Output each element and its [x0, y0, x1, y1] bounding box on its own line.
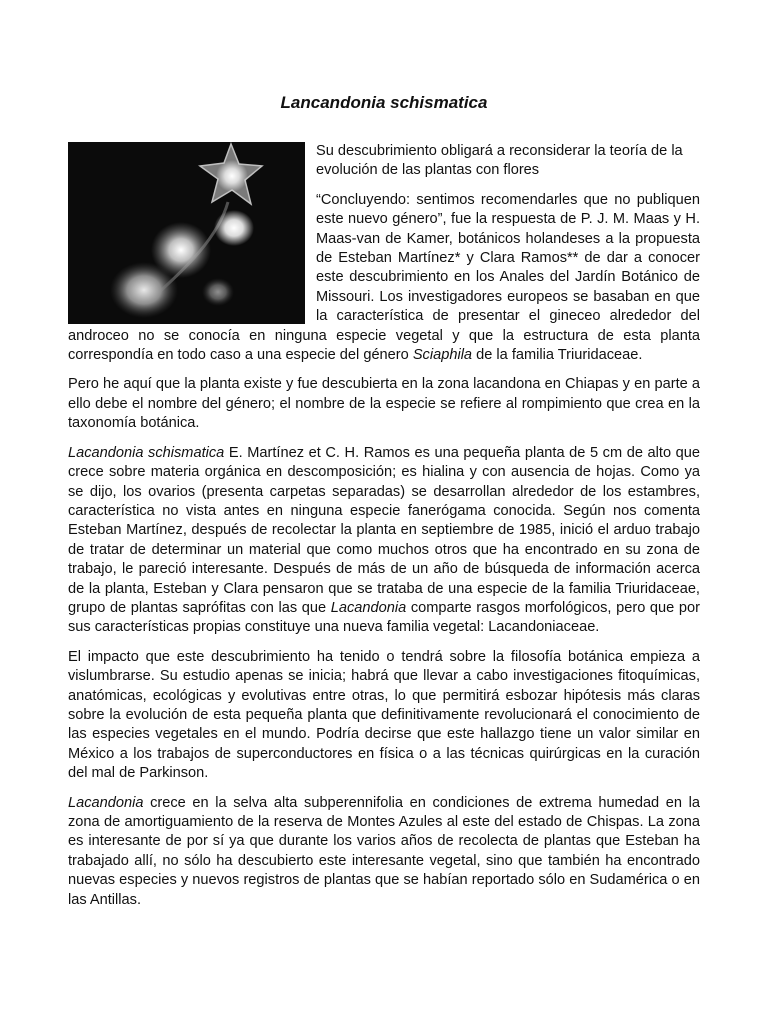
- italic-genus: Lacandonia: [330, 599, 407, 616]
- paragraph-intro: Su descubrimiento obligará a reconsiderar la teoría de la evolución de las plantas con flores: [316, 143, 683, 179]
- paragraph-origin: Pero he aquí que la planta existe y fue descubierta en la zona lacandona en Chiapas y en parte a ello debe el nombre del género; el nombre de la especie se refiere al rompimiento que crea en la taxonomía botánica.: [68, 376, 700, 432]
- plant-flower-photo-icon: [68, 142, 305, 324]
- italic-species: Lacandonia schismatica: [68, 444, 225, 461]
- text-span: “Concluyendo: sentimos recomendarles que no publiquen este nuevo género”, fue la respuesta de P. J. M. Maas y H. Maas-van de Kamer, botánicos holandeses a la propuesta de Esteban Martínez* y Clara Ramos** de dar a conocer este descubrimiento en los Anales del Jardín Botánico de Missouri. Los investigadores europeos se basaban en que la característica de presentar el gineceo alrededor del androceo no se conocía en ninguna especie vegetal y que la estructura de esta planta correspondía en todo caso a una especie del género: [68, 191, 700, 364]
- document-title: Lancandonia schismatica: [280, 93, 488, 112]
- paragraph-impact: El impacto que este descubrimiento ha tenido o tendrá sobre la filosofía botánica empieza a vislumbrarse. Su estudio apenas se inicia; habrá que llevar a cabo investigaciones fitoquímicas, anatómicas, ecológicas y evolutivas entre otras, lo que permitirá esbozar hipótesis más claras sobre la evolución de esta pequeña planta que definitivamente revolucionará el conocimiento de las especies vegetales en el mundo. Podría decirse que este hallazgo tiene un valor similar en México a los trabajos de superconductores en física o a las técnicas quirúrgicas en la curación del mal de Parkinson.: [68, 648, 700, 782]
- text-span: de la familia Triuridaceae.: [472, 347, 643, 364]
- italic-genus: Lacandonia: [68, 794, 144, 811]
- paragraph-description: [68, 444, 700, 638]
- article-body: [68, 142, 700, 920]
- text-span: crece en la selva alta subperennifolia en condiciones de extrema humedad en la zona de amortiguamiento de la reserva de Montes Azules al este del estado de Chispas. La zona es interesante de por sí ya que durante los varios años de recolecta de plantas que Esteban ha trabajado allí, no sólo ha descubierto este interesante vegetal, sino que también ha encontrado nuevas especies y nuevos registros de plantas que se habían reportado sólo en Sudamérica o en las Antillas.: [68, 794, 700, 908]
- paragraph-habitat: [68, 794, 700, 910]
- text-span: comparte rasgos morfológicos, pero que por sus características propias constituye una nueva familia vegetal: Lacandoniaceae.: [68, 599, 700, 636]
- text-span: E. Martínez et C. H. Ramos es una pequeña planta de 5 cm de alto que crece sobre materia orgánica en descomposición; es hialina y con ausencia de hojas. Como ya se dijo, los ovarios (presenta carpetas separadas) se desarrollan alrededor de los estambres, característica no vista antes en ninguna especie fanerógama conocida. Según nos comenta Esteban Martínez, después de recolectar la planta en septiembre de 1985, inició el arduo trabajo de tratar de determinar un material que como muchos otros que ha encontrado en su zona de trabajo, le pareció interesante. Después de más de un año de búsqueda de información acerca de la planta, Esteban y Clara pensaron que se trataba de una especie de la familia Triuridaceae, grupo de plantas saprófitas con las que: [68, 444, 700, 616]
- italic-genus: Sciaphila: [412, 347, 473, 364]
